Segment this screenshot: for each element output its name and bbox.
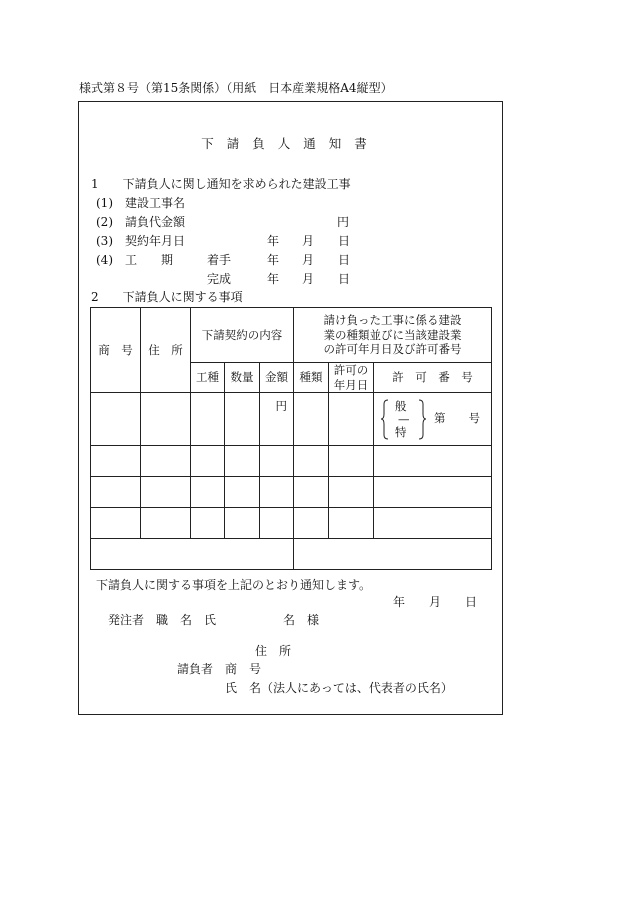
item-period-label: 工 期: [125, 253, 174, 267]
sub-amount: 金額: [260, 363, 294, 393]
empty-cell: [294, 446, 329, 477]
total-left-cell: [91, 539, 294, 570]
end-month: 月: [302, 272, 315, 286]
cell-trade-name: [91, 393, 141, 446]
amount-yen: 円: [337, 215, 350, 229]
license-heading-line3: の許可年月日及び許可番号: [323, 342, 462, 357]
license-special: 特: [395, 425, 407, 439]
empty-cell: [91, 477, 141, 508]
license-general: 般: [395, 399, 407, 413]
contractor-name: 氏 名（法人にあっては、代表者の氏名）: [225, 681, 453, 695]
notice-date: 年 月 日: [393, 595, 478, 609]
contract-month: 月: [302, 234, 315, 248]
orderer-sama: 名 様: [283, 613, 320, 627]
empty-cell: [225, 477, 260, 508]
license-number-label: 第 号: [434, 411, 481, 425]
end-day: 日: [338, 272, 351, 286]
end-year: 年: [267, 272, 280, 286]
empty-cell: [374, 508, 492, 539]
item-construction-name: (1) 建設工事名: [96, 196, 185, 210]
col-trade-name: 商 号: [91, 308, 141, 393]
contractor-label: 請負者: [177, 662, 214, 676]
contract-day: 日: [338, 234, 351, 248]
sub-work-type: 工種: [191, 363, 225, 393]
empty-cell: [225, 508, 260, 539]
cell-address: [141, 393, 191, 446]
license-heading-line1: 請け負った工事に係る建設: [323, 313, 462, 328]
cell-permit-date: [329, 393, 374, 446]
permit-date-line1: 許可の: [333, 363, 369, 378]
start-year: 年: [267, 253, 280, 267]
empty-cell: [260, 508, 294, 539]
period-end-label: 完成: [207, 272, 232, 286]
sub-kind: 種類: [294, 363, 329, 393]
section1-heading: 1 下請負人に関し通知を求められた建設工事: [91, 177, 351, 191]
orderer-label: 発注者 職 名 氏: [108, 613, 217, 627]
form-frame: [78, 101, 503, 715]
notice-text: 下請負人に関する事項を上記のとおり通知します。: [96, 578, 372, 592]
empty-cell: [191, 446, 225, 477]
section2-heading: 2 下請負人に関する事項: [91, 290, 243, 304]
col-license-info: [294, 308, 492, 363]
empty-cell: [329, 508, 374, 539]
subcontractor-table: [90, 307, 492, 570]
col-address: 住 所: [141, 308, 191, 393]
empty-cell: [294, 508, 329, 539]
col-contract-content: 下請契約の内容: [191, 308, 294, 363]
empty-cell: [141, 446, 191, 477]
cell-permit-number: [374, 393, 492, 446]
sub-quantity: 数量: [225, 363, 260, 393]
total-right-cell: [294, 539, 492, 570]
empty-cell: [294, 477, 329, 508]
empty-cell: [329, 477, 374, 508]
empty-cell: [225, 446, 260, 477]
form-header: 様式第８号（第15条関係）（用紙 日本産業規格A4縦型）: [79, 81, 393, 95]
cell-work-type: [191, 393, 225, 446]
empty-cell: [141, 477, 191, 508]
cell-quantity: [225, 393, 260, 446]
empty-cell: [91, 508, 141, 539]
contractor-address: 住 所: [255, 644, 292, 658]
amount-yen-label: 円: [275, 399, 288, 413]
license-heading-line2: 業の種類並びに当該建設業: [323, 327, 462, 342]
contractor-trade-name: 商 号: [225, 662, 262, 676]
cell-kind: [294, 393, 329, 446]
license-dash: —: [398, 412, 410, 426]
item-contract-date: (3) 契約年月日: [96, 234, 185, 248]
empty-cell: [191, 508, 225, 539]
empty-cell: [329, 446, 374, 477]
empty-cell: [191, 477, 225, 508]
form-title: 下請負人通知書: [201, 136, 380, 151]
empty-cell: [260, 446, 294, 477]
empty-cell: [374, 477, 492, 508]
sub-permit-number: 許 可 番 号: [374, 363, 492, 393]
empty-cell: [260, 477, 294, 508]
contract-year: 年: [267, 234, 280, 248]
start-month: 月: [302, 253, 315, 267]
start-day: 日: [338, 253, 351, 267]
sub-permit-date: [329, 363, 374, 393]
item-contract-amount: (2) 請負代金額: [96, 215, 185, 229]
cell-amount: [260, 393, 294, 446]
period-start-label: 着手: [207, 253, 232, 267]
permit-date-line2: 年月日: [333, 377, 369, 392]
item-period-number: (4): [96, 253, 113, 267]
empty-cell: [374, 446, 492, 477]
empty-cell: [91, 446, 141, 477]
empty-cell: [141, 508, 191, 539]
